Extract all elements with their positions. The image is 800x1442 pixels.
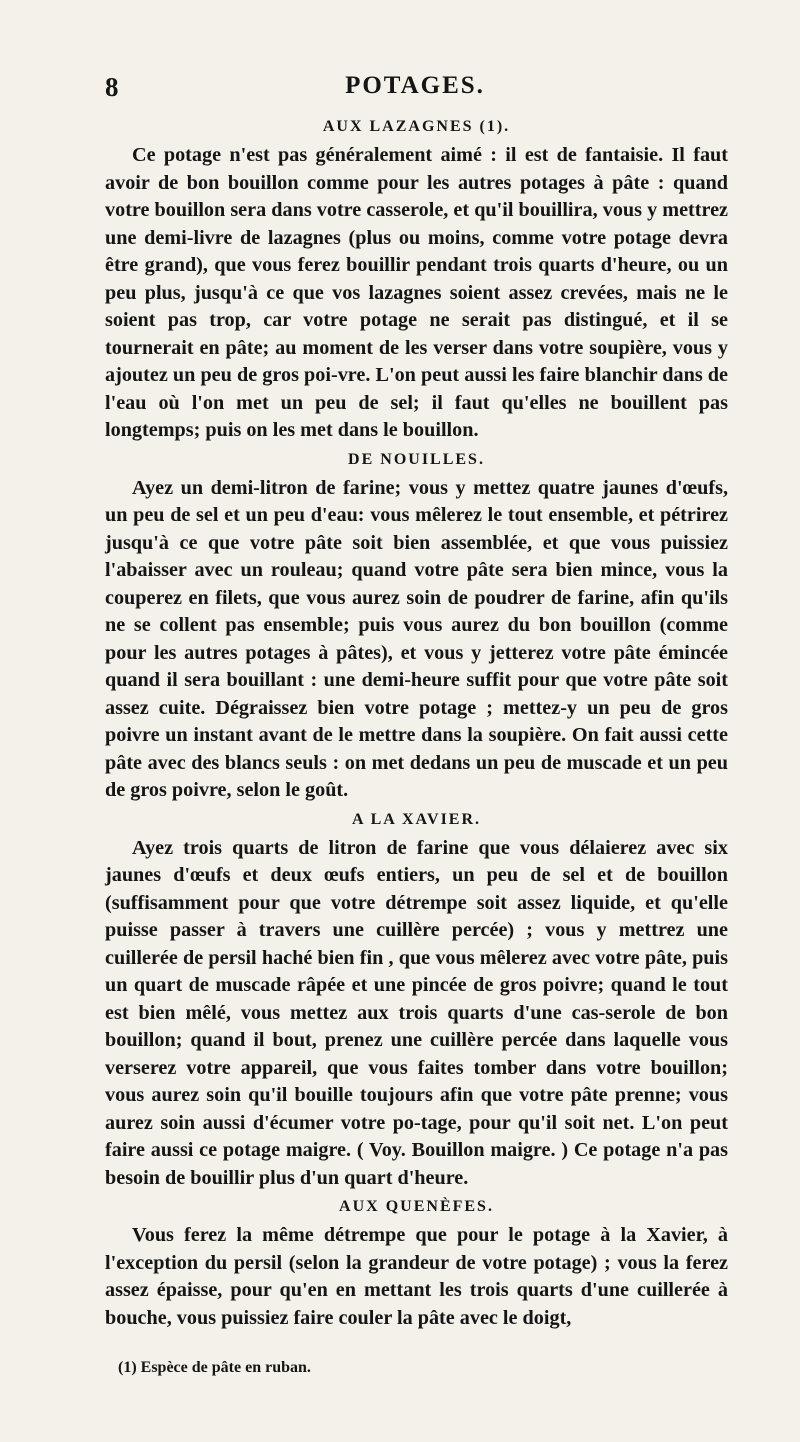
section-title-quenefes: AUX QUENÈFES.	[339, 1198, 494, 1215]
running-title: POTAGES.	[345, 72, 485, 99]
footnote: (1) Espèce de pâte en ruban.	[118, 1359, 311, 1376]
paragraph-xavier: Ayez trois quarts de litron de farine que vous délaierez avec six jaunes d'œufs et deux œufs entiers, un peu de sel et de bouillon (suffisamment pour que votre détrempe soit assez liquide, et qu'elle puisse passer à travers une cuillère percée) ; vous y mettrez une cuillerée de persil haché bien fin , que vous mêlerez avec votre pâte, puis un quart de muscade râpée et une pincée de gros poivre; quand le tout est bien mêlé, vous mettez aux trois quarts d'une cas-serole de bon bouillon; quand il bout, prenez une cuillère percée dans laquelle vous verserez votre appareil, que vous faites tomber dans votre bouillon; vous aurez soin qu'il bouille toujours afin que votre pâte prenne; vous aurez soin aussi d'écumer votre po-tage, pour qu'il soit net. L'on peut faire aussi ce potage maigre. ( Voy. Bouillon maigre. ) Ce potage n'a pas besoin de bouillir plus d'un quart d'heure.	[105, 836, 728, 1189]
page-number: 8	[105, 72, 119, 102]
paragraph-quenefes: Vous ferez la même détrempe que pour le potage à la Xavier, à l'exception du persil (selon la grandeur de votre potage) ; vous la ferez assez épaisse, pour qu'en en mettant les trois quarts d'une cuillerée à bouche, vous puissiez faire couler la pâte avec le doigt,	[105, 1224, 728, 1329]
paragraph-lazagnes: Ce potage n'est pas généralement aimé : il est de fantaisie. Il faut avoir de bon bouillon comme pour les autres potages à pâte : quand votre bouillon sera dans votre casserole, et qu'il bouillira, vous y mettrez une demi-livre de lazagnes (plus ou moins, comme votre potage devra être grand), que vous ferez bouillir pendant trois quarts d'heure, ou un peu plus, jusqu'à ce que vos lazagnes soient assez crevées, mais ne le soient pas trop, car votre potage ne serait pas distingué, et il se tournerait en pâte; au moment de les verser dans votre soupière, vous y ajoutez un peu de gros poi-vre. L'on peut aussi les faire blanchir dans de l'eau où l'on met un peu de sel; il faut qu'elles ne bouillent pas longtemps; puis on les met dans le bouillon.	[105, 144, 728, 441]
section-title-xavier: A LA XAVIER.	[351, 810, 482, 828]
section-title-nouilles: DE NOUILLES.	[348, 450, 485, 468]
paragraph-nouilles: Ayez un demi-litron de farine; vous y mettez quatre jaunes d'œufs, un peu de sel et un peu d'eau: vous mêlerez le tout ensemble, et pétrirez jusqu'à ce que votre pâte soit bien assemblée, et que vous puissiez l'abaisser avec un rouleau; quand votre pâte sera bien mince, vous la couperez en filets, que vous aurez soin de poudrer de farine, afin qu'ils ne se collent pas ensemble; puis vous aurez du bon bouillon (comme pour les autres potages à pâtes), et vous y jetterez votre pâte émincée quand il sera bouillant : une demi-heure suffit pour que votre pâte soit assez cuite. Dégraissez bien votre potage ; mettez-y un peu de gros poivre un instant avant de le mettre dans la soupière. On fait aussi cette pâte avec des blancs seuls : on met dedans un peu de muscade et un peu de gros poivre, selon le goût.	[105, 476, 728, 801]
section-title-lazagnes: AUX LAZAGNES (1).	[322, 118, 511, 135]
body-text	[105, 112, 728, 1332]
page-header	[105, 72, 725, 108]
